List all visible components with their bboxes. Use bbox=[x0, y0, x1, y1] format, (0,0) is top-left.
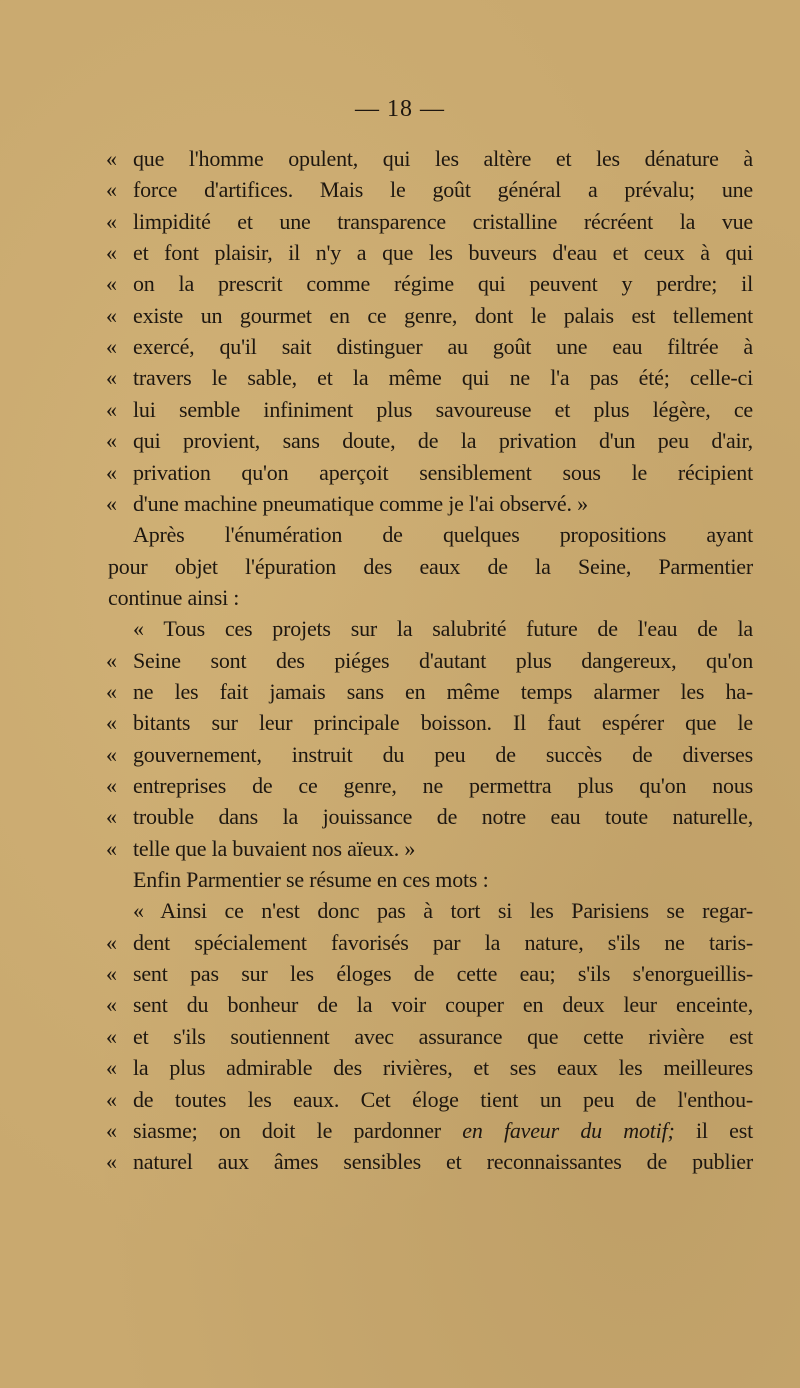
line-text bbox=[133, 898, 753, 924]
line-text bbox=[133, 710, 753, 736]
text-line bbox=[0, 491, 800, 522]
quote-mark: « bbox=[106, 678, 117, 704]
quote-mark: « bbox=[106, 334, 117, 360]
text-line bbox=[0, 898, 800, 929]
line-text-segment: gouvernement, instruit du peu de succès de diverses bbox=[133, 741, 753, 767]
line-text-segment: et font plaisir, il n'y a que les buveurs d'eau et ceux à qui bbox=[133, 240, 753, 266]
line-text bbox=[133, 1118, 753, 1144]
text-line bbox=[0, 209, 800, 240]
line-text bbox=[133, 679, 753, 705]
line-text bbox=[133, 1149, 753, 1175]
text-line bbox=[0, 773, 800, 804]
line-text bbox=[133, 334, 753, 360]
text-line bbox=[0, 365, 800, 396]
line-text-segment: Seine sont des piéges d'autant plus dangereux, qu'on bbox=[133, 647, 753, 673]
line-text-segment: Enfin Parmentier se résume en ces mots : bbox=[133, 867, 489, 893]
text-line bbox=[0, 303, 800, 334]
line-text-segment: force d'artifices. Mais le goût général a prévalu; une bbox=[133, 177, 753, 203]
quote-mark: « bbox=[106, 302, 117, 328]
line-text-segment: limpidité et une transparence cristalline récréent la vue bbox=[133, 208, 753, 234]
line-text-segment: exercé, qu'il sait distinguer au goût une eau filtrée à bbox=[133, 334, 753, 360]
italic-phrase: en faveur du motif; bbox=[462, 1117, 675, 1143]
line-text-segment: naturel aux âmes sensibles et reconnaissantes de publier bbox=[133, 1149, 753, 1175]
text-line bbox=[0, 146, 800, 177]
line-text bbox=[133, 1087, 753, 1113]
line-text-segment: travers le sable, et la même qui ne l'a pas été; celle-ci bbox=[133, 365, 753, 391]
quote-mark: « bbox=[106, 428, 117, 454]
quote-mark: « bbox=[106, 835, 117, 861]
line-text-segment: sent du bonheur de la voir couper en deux leur enceinte, bbox=[133, 992, 753, 1018]
line-text-segment: siasme; on doit le pardonner bbox=[133, 1117, 463, 1143]
line-text bbox=[133, 397, 753, 423]
quote-mark: « bbox=[106, 773, 117, 798]
quote-mark: « bbox=[106, 647, 117, 673]
line-text-segment: « Tous ces projets sur la salubrité future de l'eau de la bbox=[133, 616, 753, 642]
text-line bbox=[0, 836, 800, 867]
text-line bbox=[0, 585, 800, 616]
line-text-segment: qui provient, sans doute, de la privation d'un peu d'air, bbox=[133, 428, 753, 454]
line-text bbox=[133, 146, 753, 172]
page-number: — 18 — bbox=[355, 96, 445, 122]
text-line bbox=[0, 679, 800, 710]
line-text-segment: il est bbox=[674, 1117, 754, 1143]
text-line bbox=[0, 522, 800, 553]
quote-mark: « bbox=[106, 1023, 117, 1049]
text-line bbox=[0, 240, 800, 271]
quote-mark: « bbox=[106, 710, 117, 736]
line-text bbox=[133, 867, 753, 893]
quote-mark: « bbox=[106, 929, 117, 955]
line-text bbox=[133, 992, 753, 1018]
quote-mark: « bbox=[106, 961, 117, 987]
text-line bbox=[0, 554, 800, 585]
quote-mark: « bbox=[106, 146, 117, 171]
quote-mark: « bbox=[106, 459, 117, 485]
line-text-segment: d'une machine pneumatique comme je l'ai observé. » bbox=[133, 490, 588, 516]
quote-mark: « bbox=[106, 804, 117, 830]
line-text-segment: privation qu'on aperçoit sensiblement sous le récipient bbox=[133, 459, 753, 485]
text-line bbox=[0, 930, 800, 961]
line-text-segment: la plus admirable des rivières, et ses eaux les meilleures bbox=[133, 1055, 753, 1081]
line-text bbox=[133, 240, 753, 266]
line-text bbox=[133, 271, 753, 297]
line-text-segment: entreprises de ce genre, ne permettra plus qu'on nous bbox=[133, 773, 753, 798]
text-line bbox=[0, 804, 800, 835]
text-line bbox=[0, 1118, 800, 1149]
line-text bbox=[133, 773, 753, 799]
text-line bbox=[0, 271, 800, 302]
text-line bbox=[0, 1024, 800, 1055]
line-text bbox=[133, 648, 753, 674]
line-text-segment: telle que la buvaient nos aïeux. » bbox=[133, 835, 416, 861]
line-text bbox=[133, 930, 753, 956]
text-line bbox=[0, 992, 800, 1023]
line-text bbox=[133, 1055, 753, 1081]
line-text-segment: « Ainsi ce n'est donc pas à tort si les Parisiens se regar- bbox=[133, 898, 753, 924]
line-text-segment: pour objet l'épuration des eaux de la Seine, Parmentier bbox=[108, 553, 753, 579]
text-line bbox=[0, 397, 800, 428]
line-text bbox=[108, 554, 753, 580]
quote-mark: « bbox=[106, 240, 117, 266]
line-text-segment: de toutes les eaux. Cet éloge tient un peu de l'enthou- bbox=[133, 1086, 753, 1112]
line-text-segment: bitants sur leur principale boisson. Il faut espérer que le bbox=[133, 710, 753, 736]
quote-mark: « bbox=[106, 1055, 117, 1081]
line-text-segment: continue ainsi : bbox=[108, 584, 240, 610]
line-text-segment: existe un gourmet en ce genre, dont le palais est tellement bbox=[133, 302, 753, 328]
quote-mark: « bbox=[106, 1086, 117, 1112]
text-line bbox=[0, 460, 800, 491]
quote-mark: « bbox=[106, 1117, 117, 1143]
line-text bbox=[133, 961, 753, 987]
quote-mark: « bbox=[106, 271, 117, 297]
text-line bbox=[0, 1055, 800, 1086]
line-text bbox=[133, 522, 753, 548]
quote-mark: « bbox=[106, 365, 117, 391]
text-line bbox=[0, 710, 800, 741]
line-text-segment: Après l'énumération de quelques propositions ayant bbox=[133, 522, 753, 548]
line-text-segment: que l'homme opulent, qui les altère et les dénature à bbox=[133, 146, 753, 171]
line-text bbox=[133, 804, 753, 830]
text-line bbox=[0, 177, 800, 208]
text-line bbox=[0, 742, 800, 773]
line-text bbox=[133, 428, 753, 454]
quote-mark: « bbox=[106, 741, 117, 767]
line-text bbox=[133, 177, 753, 203]
text-line bbox=[0, 867, 800, 898]
text-line bbox=[0, 1149, 800, 1180]
quote-mark: « bbox=[106, 490, 117, 516]
line-text bbox=[133, 365, 753, 391]
line-text bbox=[133, 1024, 753, 1050]
text-line bbox=[0, 961, 800, 992]
line-text bbox=[133, 209, 753, 235]
line-text-segment: on la prescrit comme régime qui peuvent y perdre; il bbox=[133, 271, 753, 297]
line-text-segment: et s'ils soutiennent avec assurance que cette rivière est bbox=[133, 1023, 753, 1049]
line-text-segment: dent spécialement favorisés par la nature, s'ils ne taris- bbox=[133, 929, 753, 955]
quote-mark: « bbox=[106, 1149, 117, 1175]
line-text-segment: sent pas sur les éloges de cette eau; s'ils s'enorgueillis- bbox=[133, 961, 753, 987]
text-line bbox=[0, 1087, 800, 1118]
quote-mark: « bbox=[106, 177, 117, 203]
text-line bbox=[0, 428, 800, 459]
quote-mark: « bbox=[106, 208, 117, 234]
line-text-segment: lui semble infiniment plus savoureuse et plus légère, ce bbox=[133, 396, 753, 422]
line-text bbox=[133, 836, 753, 862]
text-line bbox=[0, 334, 800, 365]
text-line bbox=[0, 616, 800, 647]
line-text bbox=[133, 303, 753, 329]
line-text bbox=[133, 491, 753, 517]
line-text-segment: trouble dans la jouissance de notre eau toute naturelle, bbox=[133, 804, 753, 830]
line-text bbox=[108, 585, 753, 611]
line-text-segment: ne les fait jamais sans en même temps alarmer les ha- bbox=[133, 678, 753, 704]
line-text bbox=[133, 742, 753, 768]
quote-mark: « bbox=[106, 396, 117, 422]
line-text bbox=[133, 616, 753, 642]
line-text bbox=[133, 460, 753, 486]
text-line bbox=[0, 648, 800, 679]
quote-mark: « bbox=[106, 992, 117, 1018]
